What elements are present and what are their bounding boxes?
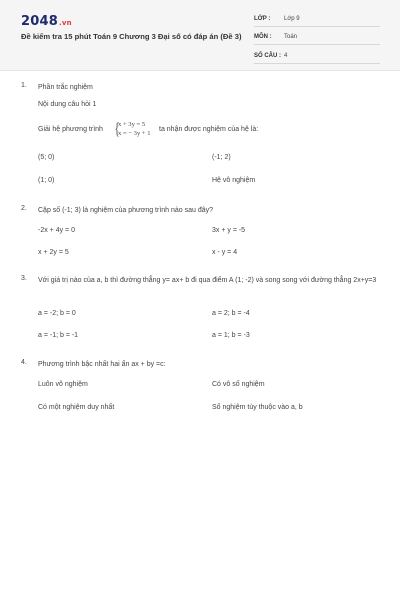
equation-line: x + 3y = 5 bbox=[118, 121, 146, 128]
question-text: Phần trắc nghiệm bbox=[38, 84, 93, 91]
answer-option[interactable]: x + 2y = 5 bbox=[38, 249, 69, 256]
meta-row-subject bbox=[254, 31, 380, 46]
answer-option[interactable]: Có vô số nghiệm bbox=[212, 381, 265, 388]
question-number: 4. bbox=[21, 359, 27, 366]
equation-system bbox=[113, 120, 161, 138]
answer-option[interactable]: a = 2; b = -4 bbox=[212, 310, 250, 317]
answer-option[interactable]: x - y = 4 bbox=[212, 249, 238, 256]
meta-value: 4 bbox=[284, 52, 288, 59]
meta-info bbox=[254, 12, 380, 68]
answer-option[interactable]: (-1; 2) bbox=[212, 154, 231, 161]
answer-option[interactable]: (5; 0) bbox=[38, 154, 55, 161]
question-number: 1. bbox=[21, 82, 27, 89]
answer-option[interactable]: Luôn vô nghiệm bbox=[38, 381, 88, 388]
question-number: 3. bbox=[21, 275, 27, 282]
answer-option[interactable]: a = -2; b = 0 bbox=[38, 310, 76, 317]
answer-option[interactable]: Có một nghiệm duy nhất bbox=[38, 404, 115, 411]
document-title: Đề kiểm tra 15 phút Toán 9 Chương 3 Đại số có đáp án (Đề 3) bbox=[21, 32, 242, 41]
meta-value: Lớp 9 bbox=[284, 15, 300, 22]
question-prompt: ta nhận được nghiệm của hệ là: bbox=[159, 126, 259, 133]
question-text: Phương trình bậc nhất hai ẩn ax + by =c: bbox=[38, 361, 166, 368]
logo-suffix: .vn bbox=[58, 19, 72, 27]
answer-option[interactable]: a = -1; b = -1 bbox=[38, 332, 79, 339]
logo-main: 2048 bbox=[21, 14, 58, 29]
answer-option[interactable]: Hệ vô nghiệm bbox=[212, 177, 256, 184]
answer-option[interactable]: (1; 0) bbox=[38, 177, 55, 184]
question-number: 2. bbox=[21, 205, 27, 212]
meta-label: LỚP : bbox=[254, 15, 271, 22]
question-prompt: Giải hệ phương trình bbox=[38, 126, 103, 133]
question-text: Với giá trị nào của a, b thì đường thẳng y= ax+ b đi qua điểm A (1; -2) và song song với đường thẳng 2x+y=3 bbox=[38, 277, 377, 284]
question-text: Cặp số (-1; 3) là nghiệm của phương trình nào sau đây? bbox=[38, 207, 214, 214]
answer-option[interactable]: -2x + 4y = 0 bbox=[38, 227, 75, 234]
meta-label: MÔN : bbox=[254, 34, 272, 41]
equation-line: x = − 3y + 1 bbox=[118, 130, 151, 137]
meta-label: SỐ CÂU : bbox=[254, 52, 281, 59]
answer-option[interactable]: a = 1; b = -3 bbox=[212, 332, 250, 339]
site-logo[interactable] bbox=[21, 14, 72, 29]
meta-row-class bbox=[254, 12, 380, 27]
answer-option[interactable]: 3x + y = -5 bbox=[212, 227, 246, 234]
answer-option[interactable]: Số nghiệm tùy thuộc vào a, b bbox=[212, 404, 303, 411]
header bbox=[0, 0, 400, 71]
meta-row-question-count bbox=[254, 49, 380, 64]
question-subheading: Nội dung câu hỏi 1 bbox=[38, 101, 97, 108]
meta-value: Toán bbox=[284, 34, 298, 41]
brace-symbol: { bbox=[114, 119, 120, 138]
